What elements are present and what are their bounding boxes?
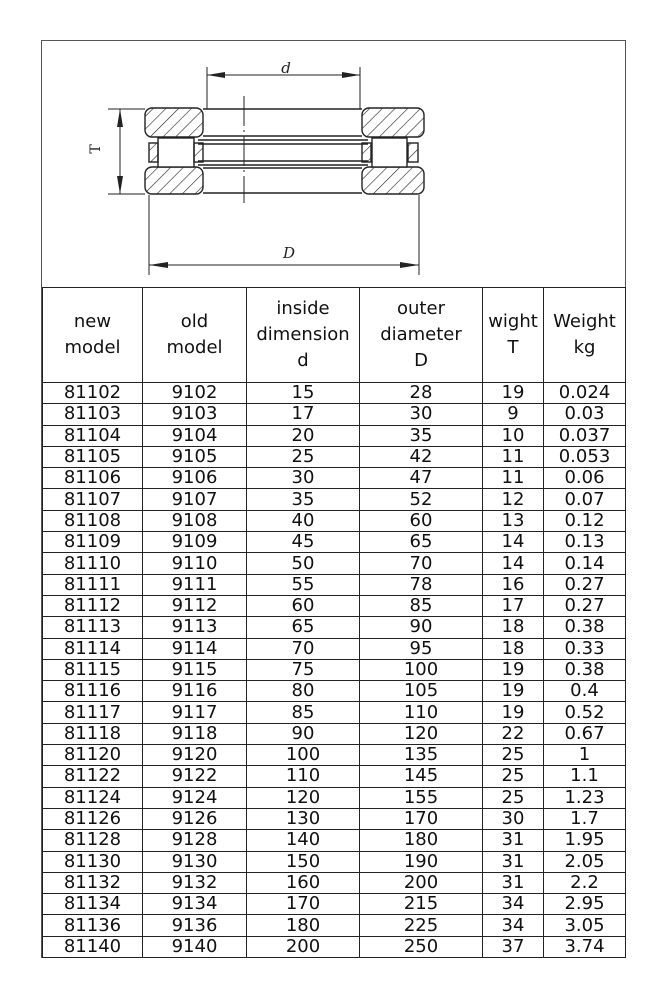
cell-old-model: 9110 (143, 553, 247, 574)
cell-new-model: 81126 (43, 808, 143, 829)
cell-width-t: 22 (483, 723, 544, 744)
cell-weight: 0.67 (544, 723, 626, 744)
cell-outer-d: 42 (360, 446, 483, 467)
cell-weight: 0.13 (544, 532, 626, 553)
cell-width-t: 17 (483, 595, 544, 616)
cell-weight: 0.27 (544, 595, 626, 616)
cell-old-model: 9102 (143, 383, 247, 404)
cell-weight: 2.95 (544, 894, 626, 915)
cell-new-model: 81112 (43, 595, 143, 616)
cell-weight: 3.74 (544, 936, 626, 957)
header-weight-kg (544, 288, 626, 383)
header-row (43, 288, 626, 383)
cell-outer-d: 135 (360, 745, 483, 766)
cell-outer-d: 100 (360, 659, 483, 680)
table-row (43, 766, 626, 787)
cell-inside-d: 160 (247, 872, 360, 893)
thrust-bearing-drawing (42, 41, 624, 287)
cell-outer-d: 215 (360, 894, 483, 915)
cell-weight: 2.05 (544, 851, 626, 872)
cell-inside-d: 170 (247, 894, 360, 915)
bottom-washer-right (362, 167, 424, 194)
bearing-spec-table (42, 287, 626, 958)
cell-new-model: 81118 (43, 723, 143, 744)
cell-new-model: 81111 (43, 574, 143, 595)
cell-width-t: 25 (483, 766, 544, 787)
cell-weight: 1.23 (544, 787, 626, 808)
header-text-line: d (297, 350, 309, 371)
cell-outer-d: 85 (360, 595, 483, 616)
cell-old-model: 9126 (143, 808, 247, 829)
cell-new-model: 81140 (43, 936, 143, 957)
table-row (43, 404, 626, 425)
cell-outer-d: 250 (360, 936, 483, 957)
cell-outer-d: 110 (360, 702, 483, 723)
cell-old-model: 9109 (143, 532, 247, 553)
cell-width-t: 31 (483, 830, 544, 851)
header-text-line: outer (397, 298, 445, 319)
cell-weight: 0.27 (544, 574, 626, 595)
cage-right-outer (408, 143, 418, 162)
cell-inside-d: 17 (247, 404, 360, 425)
cell-width-t: 31 (483, 851, 544, 872)
cell-old-model: 9117 (143, 702, 247, 723)
cell-old-model: 9115 (143, 659, 247, 680)
cell-width-t: 9 (483, 404, 544, 425)
cell-width-t: 12 (483, 489, 544, 510)
cell-width-t: 34 (483, 894, 544, 915)
table-row (43, 574, 626, 595)
cell-outer-d: 200 (360, 872, 483, 893)
table-row (43, 532, 626, 553)
cell-new-model: 81104 (43, 425, 143, 446)
cell-outer-d: 47 (360, 468, 483, 489)
header-text-line: kg (573, 337, 596, 358)
cell-outer-d: 190 (360, 851, 483, 872)
cell-outer-d: 145 (360, 766, 483, 787)
cell-old-model: 9104 (143, 425, 247, 446)
cell-new-model: 81109 (43, 532, 143, 553)
cell-new-model: 81122 (43, 766, 143, 787)
cell-new-model: 81106 (43, 468, 143, 489)
cage-right-inner (362, 143, 371, 162)
cell-inside-d: 65 (247, 617, 360, 638)
cell-weight: 0.07 (544, 489, 626, 510)
table-row (43, 510, 626, 531)
cell-weight: 2.2 (544, 872, 626, 893)
cell-inside-d: 20 (247, 425, 360, 446)
cell-width-t: 14 (483, 532, 544, 553)
table-row (43, 702, 626, 723)
table-row (43, 595, 626, 616)
cell-outer-d: 30 (360, 404, 483, 425)
table-row (43, 851, 626, 872)
cell-outer-d: 90 (360, 617, 483, 638)
cell-inside-d: 25 (247, 446, 360, 467)
table-row (43, 468, 626, 489)
cell-new-model: 81130 (43, 851, 143, 872)
cell-width-t: 16 (483, 574, 544, 595)
table-row (43, 638, 626, 659)
cell-width-t: 18 (483, 617, 544, 638)
cell-old-model: 9113 (143, 617, 247, 638)
cell-weight: 0.06 (544, 468, 626, 489)
cell-weight: 1.1 (544, 766, 626, 787)
cell-weight: 1.95 (544, 830, 626, 851)
cell-old-model: 9108 (143, 510, 247, 531)
table-row (43, 872, 626, 893)
top-washer-right (362, 108, 424, 137)
cell-old-model: 9122 (143, 766, 247, 787)
cell-old-model: 9134 (143, 894, 247, 915)
cell-old-model: 9118 (143, 723, 247, 744)
cell-inside-d: 130 (247, 808, 360, 829)
cell-new-model: 81114 (43, 638, 143, 659)
cage-left-inner (194, 143, 203, 162)
header-text-line: old (180, 311, 209, 332)
table-row (43, 681, 626, 702)
cell-width-t: 10 (483, 425, 544, 446)
cell-inside-d: 15 (247, 383, 360, 404)
table-row (43, 830, 626, 851)
header-text-line: dimension (256, 324, 350, 345)
table-row (43, 723, 626, 744)
cell-weight: 0.4 (544, 681, 626, 702)
header-text-line: diameter (380, 324, 462, 345)
cell-new-model: 81103 (43, 404, 143, 425)
cell-outer-d: 60 (360, 510, 483, 531)
cell-inside-d: 100 (247, 745, 360, 766)
table-row (43, 489, 626, 510)
table-row (43, 808, 626, 829)
cell-weight: 3.05 (544, 915, 626, 936)
cell-outer-d: 78 (360, 574, 483, 595)
cell-inside-d: 35 (247, 489, 360, 510)
cell-old-model: 9106 (143, 468, 247, 489)
table-row (43, 425, 626, 446)
header-old-model (143, 288, 247, 383)
cell-outer-d: 225 (360, 915, 483, 936)
header-text-line: D (414, 350, 428, 371)
header-new-model (43, 288, 143, 383)
cell-outer-d: 180 (360, 830, 483, 851)
cell-weight: 0.38 (544, 659, 626, 680)
cell-old-model: 9136 (143, 915, 247, 936)
cell-old-model: 9130 (143, 851, 247, 872)
cell-weight: 0.52 (544, 702, 626, 723)
cell-inside-d: 90 (247, 723, 360, 744)
cell-width-t: 13 (483, 510, 544, 531)
table-row (43, 936, 626, 957)
cell-weight: 0.053 (544, 446, 626, 467)
cell-inside-d: 180 (247, 915, 360, 936)
table-row (43, 787, 626, 808)
cell-new-model: 81107 (43, 489, 143, 510)
cell-width-t: 25 (483, 787, 544, 808)
cell-width-t: 18 (483, 638, 544, 659)
header-text-line: new (73, 311, 112, 332)
table-row (43, 446, 626, 467)
header-text-line: wight (488, 311, 538, 332)
header-text-line: Weight (553, 311, 616, 332)
cell-weight: 0.38 (544, 617, 626, 638)
cell-outer-d: 28 (360, 383, 483, 404)
header-outer-diameter (360, 288, 483, 383)
table-row (43, 383, 626, 404)
cell-inside-d: 40 (247, 510, 360, 531)
header-text-line: model (166, 337, 223, 358)
bottom-washer-left (145, 167, 203, 194)
cell-inside-d: 110 (247, 766, 360, 787)
cell-old-model: 9107 (143, 489, 247, 510)
cell-new-model: 81117 (43, 702, 143, 723)
cell-width-t: 31 (483, 872, 544, 893)
table-row (43, 659, 626, 680)
cell-width-t: 30 (483, 808, 544, 829)
header-text-line: inside (276, 298, 330, 319)
header-inside-dimension (247, 288, 360, 383)
table-row (43, 745, 626, 766)
cell-old-model: 9105 (143, 446, 247, 467)
cell-outer-d: 35 (360, 425, 483, 446)
cell-new-model: 81115 (43, 659, 143, 680)
cell-weight: 0.14 (544, 553, 626, 574)
cell-inside-d: 120 (247, 787, 360, 808)
cell-width-t: 34 (483, 915, 544, 936)
cell-weight: 1 (544, 745, 626, 766)
label-height: T (88, 144, 104, 154)
cell-inside-d: 45 (247, 532, 360, 553)
cell-outer-d: 155 (360, 787, 483, 808)
cell-width-t: 19 (483, 659, 544, 680)
cell-outer-d: 170 (360, 808, 483, 829)
roller-right (372, 138, 407, 167)
roller-left (158, 138, 194, 167)
cage-left-outer (149, 143, 158, 162)
cell-weight: 0.03 (544, 404, 626, 425)
cell-new-model: 81110 (43, 553, 143, 574)
cell-inside-d: 200 (247, 936, 360, 957)
cell-new-model: 81128 (43, 830, 143, 851)
cell-new-model: 81120 (43, 745, 143, 766)
cell-new-model: 81105 (43, 446, 143, 467)
cell-outer-d: 70 (360, 553, 483, 574)
table-body (43, 383, 626, 958)
cell-old-model: 9140 (143, 936, 247, 957)
cell-old-model: 9114 (143, 638, 247, 659)
cell-new-model: 81124 (43, 787, 143, 808)
cell-width-t: 37 (483, 936, 544, 957)
cell-weight: 0.33 (544, 638, 626, 659)
cell-old-model: 9132 (143, 872, 247, 893)
header-text-line: T (507, 337, 519, 358)
cell-new-model: 81136 (43, 915, 143, 936)
cell-old-model: 9124 (143, 787, 247, 808)
cell-old-model: 9112 (143, 595, 247, 616)
cell-new-model: 81102 (43, 383, 143, 404)
cell-outer-d: 120 (360, 723, 483, 744)
cell-outer-d: 105 (360, 681, 483, 702)
cell-new-model: 81113 (43, 617, 143, 638)
table-row (43, 617, 626, 638)
cell-width-t: 25 (483, 745, 544, 766)
cell-inside-d: 140 (247, 830, 360, 851)
label-inner-diameter: d (281, 59, 291, 77)
cell-weight: 0.037 (544, 425, 626, 446)
cell-old-model: 9111 (143, 574, 247, 595)
cell-outer-d: 52 (360, 489, 483, 510)
cell-new-model: 81132 (43, 872, 143, 893)
top-washer-left (145, 108, 203, 137)
cell-width-t: 19 (483, 681, 544, 702)
cell-inside-d: 85 (247, 702, 360, 723)
cell-inside-d: 150 (247, 851, 360, 872)
cell-inside-d: 70 (247, 638, 360, 659)
cell-old-model: 9116 (143, 681, 247, 702)
cell-old-model: 9120 (143, 745, 247, 766)
table-row (43, 894, 626, 915)
cell-new-model: 81134 (43, 894, 143, 915)
table-row (43, 915, 626, 936)
header-text-line: model (64, 337, 121, 358)
header-width-t (483, 288, 544, 383)
label-outer-diameter: D (282, 244, 296, 262)
cell-old-model: 9103 (143, 404, 247, 425)
cell-weight: 1.7 (544, 808, 626, 829)
cell-outer-d: 95 (360, 638, 483, 659)
cell-width-t: 14 (483, 553, 544, 574)
cell-width-t: 19 (483, 383, 544, 404)
table-row (43, 553, 626, 574)
cell-new-model: 81116 (43, 681, 143, 702)
cell-width-t: 11 (483, 446, 544, 467)
cell-inside-d: 80 (247, 681, 360, 702)
cell-inside-d: 30 (247, 468, 360, 489)
cell-outer-d: 65 (360, 532, 483, 553)
cell-inside-d: 50 (247, 553, 360, 574)
cell-inside-d: 60 (247, 595, 360, 616)
cell-old-model: 9128 (143, 830, 247, 851)
cell-weight: 0.024 (544, 383, 626, 404)
spec-sheet (41, 40, 626, 958)
cell-width-t: 11 (483, 468, 544, 489)
bearing-diagram (42, 41, 624, 288)
cell-width-t: 19 (483, 702, 544, 723)
cell-inside-d: 75 (247, 659, 360, 680)
cell-new-model: 81108 (43, 510, 143, 531)
cell-weight: 0.12 (544, 510, 626, 531)
cell-inside-d: 55 (247, 574, 360, 595)
